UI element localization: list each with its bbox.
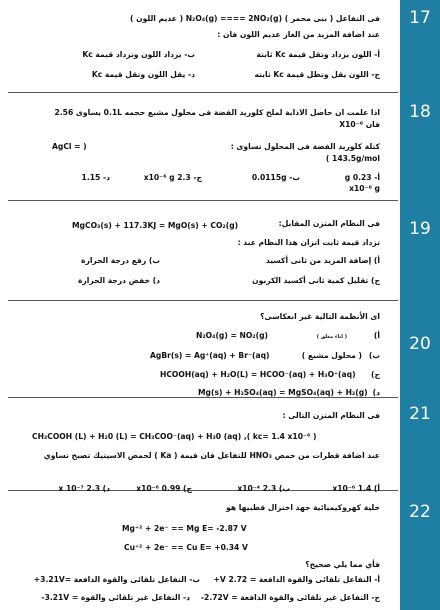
q18-option-d[interactable]: د- 1.15 bbox=[81, 173, 110, 182]
q21-stem: فى النظام المتزن التالى : bbox=[282, 411, 380, 420]
q20-option-b-note: ( محلول مشبع ) bbox=[301, 351, 362, 360]
q18-option-a[interactable]: أ- 0.23 g bbox=[344, 173, 380, 182]
q20-option-c-equation: HCOOH(aq) + H₂O(L) = HCOO⁻(aq) + H₃O⁺(aq) bbox=[160, 370, 356, 379]
q18-stem-cont: X10⁻⁶ فان bbox=[339, 120, 380, 129]
q18-mass-line: كتلة كلوريد الفضة فى المحلول تساوى : bbox=[230, 142, 380, 151]
question-number-18: 18 bbox=[409, 102, 431, 122]
q17-option-c[interactable]: ج- اللون يقل وتظل قيمة Kc ثابته bbox=[254, 70, 380, 79]
q22-option-d[interactable]: د- التفاعل غير تلقائى والقوة = 3.21V- bbox=[41, 593, 190, 602]
q20-option-a-label[interactable]: أ) bbox=[373, 331, 380, 340]
q18-option-c[interactable]: ج- 2.3 x10⁻⁶ g bbox=[143, 173, 202, 182]
question-number-19: 19 bbox=[409, 219, 431, 239]
q20-stem: اى الأنظمة التالية غير انعكاسى؟ bbox=[260, 312, 380, 321]
q22-stem: خلية كهروكيميائية جهد اختزال قطبيها هو bbox=[226, 503, 380, 512]
q19-equation: MgCO₃(s) + 117.3KJ = MgO(s) + CO₂(g) bbox=[72, 221, 239, 230]
q20-option-d-label[interactable]: د) bbox=[372, 388, 380, 397]
q18-option-a-cont: x10⁻⁶ g bbox=[349, 184, 380, 193]
q18-option-b[interactable]: ب- 0.0115g bbox=[251, 173, 300, 182]
q22-half-reaction-cu: Cu⁺² + 2e⁻ == Cu E= +0.34 V bbox=[124, 543, 248, 552]
q19-stem: فى النظام المتزن المقابل: bbox=[278, 219, 380, 228]
q20-option-d-equation: Mg(s) + H₂SO₄(aq) = MgSO₄(aq) + H₂(g) bbox=[198, 388, 368, 397]
q19-option-d[interactable]: د) خفض درجة الحرارة bbox=[77, 276, 160, 285]
q19-subprompt: تزداد قيمة ثابت اتزان هذا النظام عند : bbox=[237, 238, 380, 247]
q20-option-c-label[interactable]: ج) bbox=[371, 370, 380, 379]
q17-option-b[interactable]: ب- يزداد اللون وتزداد قيمة Kc bbox=[82, 50, 195, 59]
q17-subprompt: عند اضافة المزيد من الغاز عديم اللون فان : bbox=[217, 30, 380, 39]
q22-option-c[interactable]: ج- التفاعل غير تلقائى والقوة الدافعة = 2.72V- bbox=[200, 593, 380, 602]
q17-stem: فى التفاعل ( بنى محمر ) N₂O₄(g) ==== 2NO₂(g) ( عديم اللون ) bbox=[129, 14, 380, 23]
q21-subprompt: عند اضافة قطرات من حمض HNO₃ للتفاعل فان قيمة ( Ka ) لحمض الاسيتيك تصبح تساوي bbox=[43, 451, 380, 460]
q22-option-a[interactable]: أ- التفاعل تلقائى والقوة الدافعة = 2.72 V+ bbox=[213, 575, 380, 584]
q19-option-a[interactable]: أ) إضافة المزيد من ثانى أكسيد bbox=[265, 256, 380, 265]
question-number-21: 21 bbox=[409, 404, 431, 424]
question-number-17: 17 bbox=[409, 8, 431, 28]
q21-option-a[interactable]: أ) 1.4 x10⁻⁶ bbox=[332, 484, 380, 493]
q21-option-d[interactable]: د) 2.3 x 10⁻⁷ bbox=[58, 484, 110, 493]
q22-half-reaction-mg: Mg⁺² + 2e⁻ == Mg E= -2.87 V bbox=[122, 524, 247, 533]
q18-stem: اذا علمت ان حاصل الاذابة لملح كلوريد الفضة فى محلول مشبع حجمه 0.1L يساوى 2.56 bbox=[54, 108, 380, 117]
question-number-20: 20 bbox=[409, 334, 431, 354]
q22-question: فأي مما يلي صحيح؟ bbox=[305, 560, 380, 569]
q20-option-a-note: ( اناء مغلق ) bbox=[316, 334, 347, 340]
question-divider bbox=[8, 200, 398, 201]
q20-option-b-label[interactable]: ب) bbox=[368, 351, 380, 360]
q21-equation: CH₃COOH (L) + H₂0 (L) = CH₃COO⁻(aq) + H₃0 (aq) ,( kc= 1.4 x10⁻⁶ ) bbox=[32, 432, 317, 441]
q20-option-b-equation: AgBr(s) = Ag⁺(aq) + Br⁻(aq) bbox=[150, 351, 270, 360]
q20-option-a-equation: N₂O₄(g) = NO₂(g) bbox=[196, 331, 269, 340]
q19-option-b[interactable]: ب) رفع درجة الحرارة bbox=[80, 256, 160, 265]
q21-option-c[interactable]: ج) 0.99 x10⁻⁶ bbox=[136, 484, 192, 493]
q18-molar-mass-label: AgCl = ) bbox=[52, 142, 87, 151]
question-divider bbox=[8, 92, 398, 93]
q21-option-b[interactable]: ب) 2.3 x10⁻⁴ bbox=[237, 484, 290, 493]
q22-option-b[interactable]: ب- التفاعل تلقائى والقوة الدافعة =3.21V+ bbox=[33, 575, 200, 584]
q18-molar-mass: ( 143.5g/mol bbox=[325, 154, 380, 163]
q19-option-c[interactable]: ج) تقليل كمية ثانى أكسيد الكربون bbox=[252, 276, 380, 285]
q17-option-a[interactable]: أ- اللون يزداد وتقل قيمة Kc ثابتة bbox=[256, 50, 380, 59]
q17-option-d[interactable]: د- يقل اللون وتقل قيمة Kc bbox=[91, 70, 195, 79]
question-number-22: 22 bbox=[409, 502, 431, 522]
question-divider bbox=[8, 300, 398, 301]
